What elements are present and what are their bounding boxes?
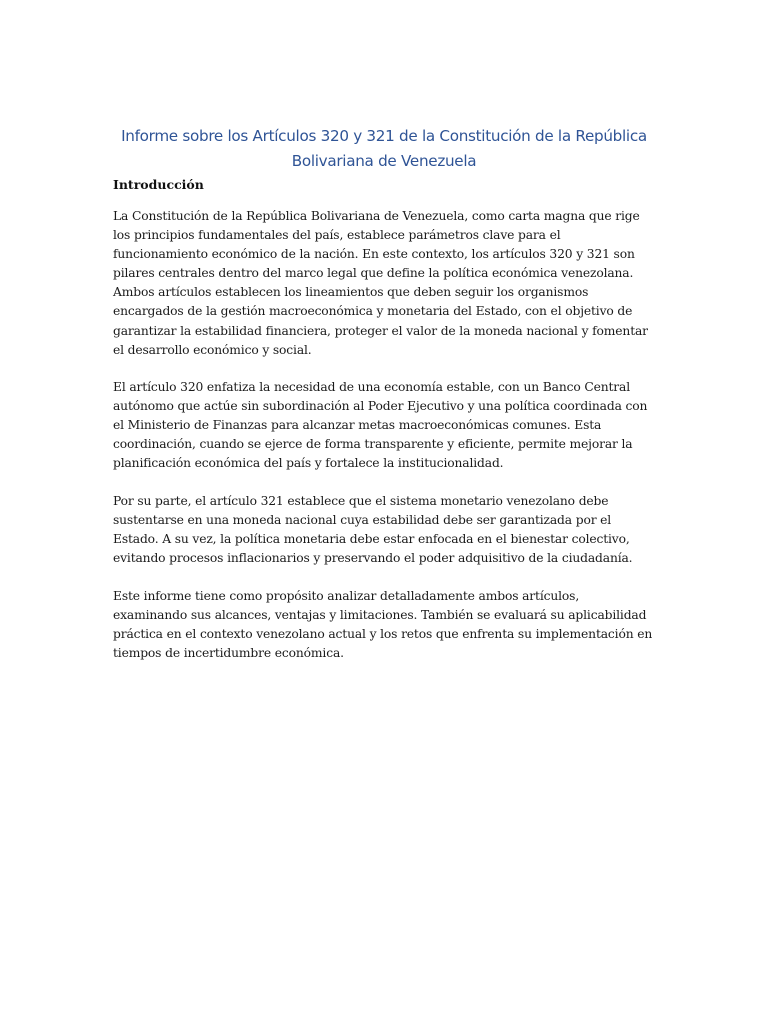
- paragraph-articulo-321: Por su parte, el artículo 321 establece que el sistema monetario venezolano debe sustentarse en una moneda nacional cuya estabilidad debe ser garantizada por el Estado. A su vez, la política monetaria debe estar enfocada en el bienestar colectivo, evitando procesos inflacionarios y preservando el poder adquisitivo de la ciudadanía.: [113, 494, 633, 566]
- paragraph-proposito: Este informe tiene como propósito analizar detalladamente ambos artículos, examinando sus alcances, ventajas y limitaciones. También se evaluará su aplicabilidad práctica en el contexto venezolano actual y los retos que enfrenta su implementación en tiempos de incertidumbre económica.: [113, 589, 653, 661]
- document-title: Informe sobre los Artículos 320 y 321 de la Constitución de la República Bolivariana de Venezuela: [121, 127, 647, 170]
- section-heading-introduccion: Introducción: [113, 177, 204, 192]
- paragraph-articulo-320: El artículo 320 enfatiza la necesidad de una economía estable, con un Banco Central autónomo que actúe sin subordinación al Poder Ejecutivo y una política coordinada con el Ministerio de Finanzas para alcanzar metas macroeconómicas comunes. Esta coordinación, cuando se ejerce de forma transparente y eficiente, permite mejorar la planificación económica del país y fortalece la institucionalidad.: [113, 380, 648, 471]
- paragraph-intro: La Constitución de la República Bolivariana de Venezuela, como carta magna que rige los principios fundamentales del país, establece parámetros clave para el funcionamiento económico de la nación. En este contexto, los artículos 320 y 321 son pilares centrales dentro del marco legal que define la política económica venezolana. Ambos artículos establecen los lineamientos que deben seguir los organismos encargados de la gestión macroeconómica y monetaria del Estado, con el objetivo de garantizar la estabilidad financiera, proteger el valor de la moneda nacional y fomentar el desarrollo económico y social.: [113, 209, 648, 357]
